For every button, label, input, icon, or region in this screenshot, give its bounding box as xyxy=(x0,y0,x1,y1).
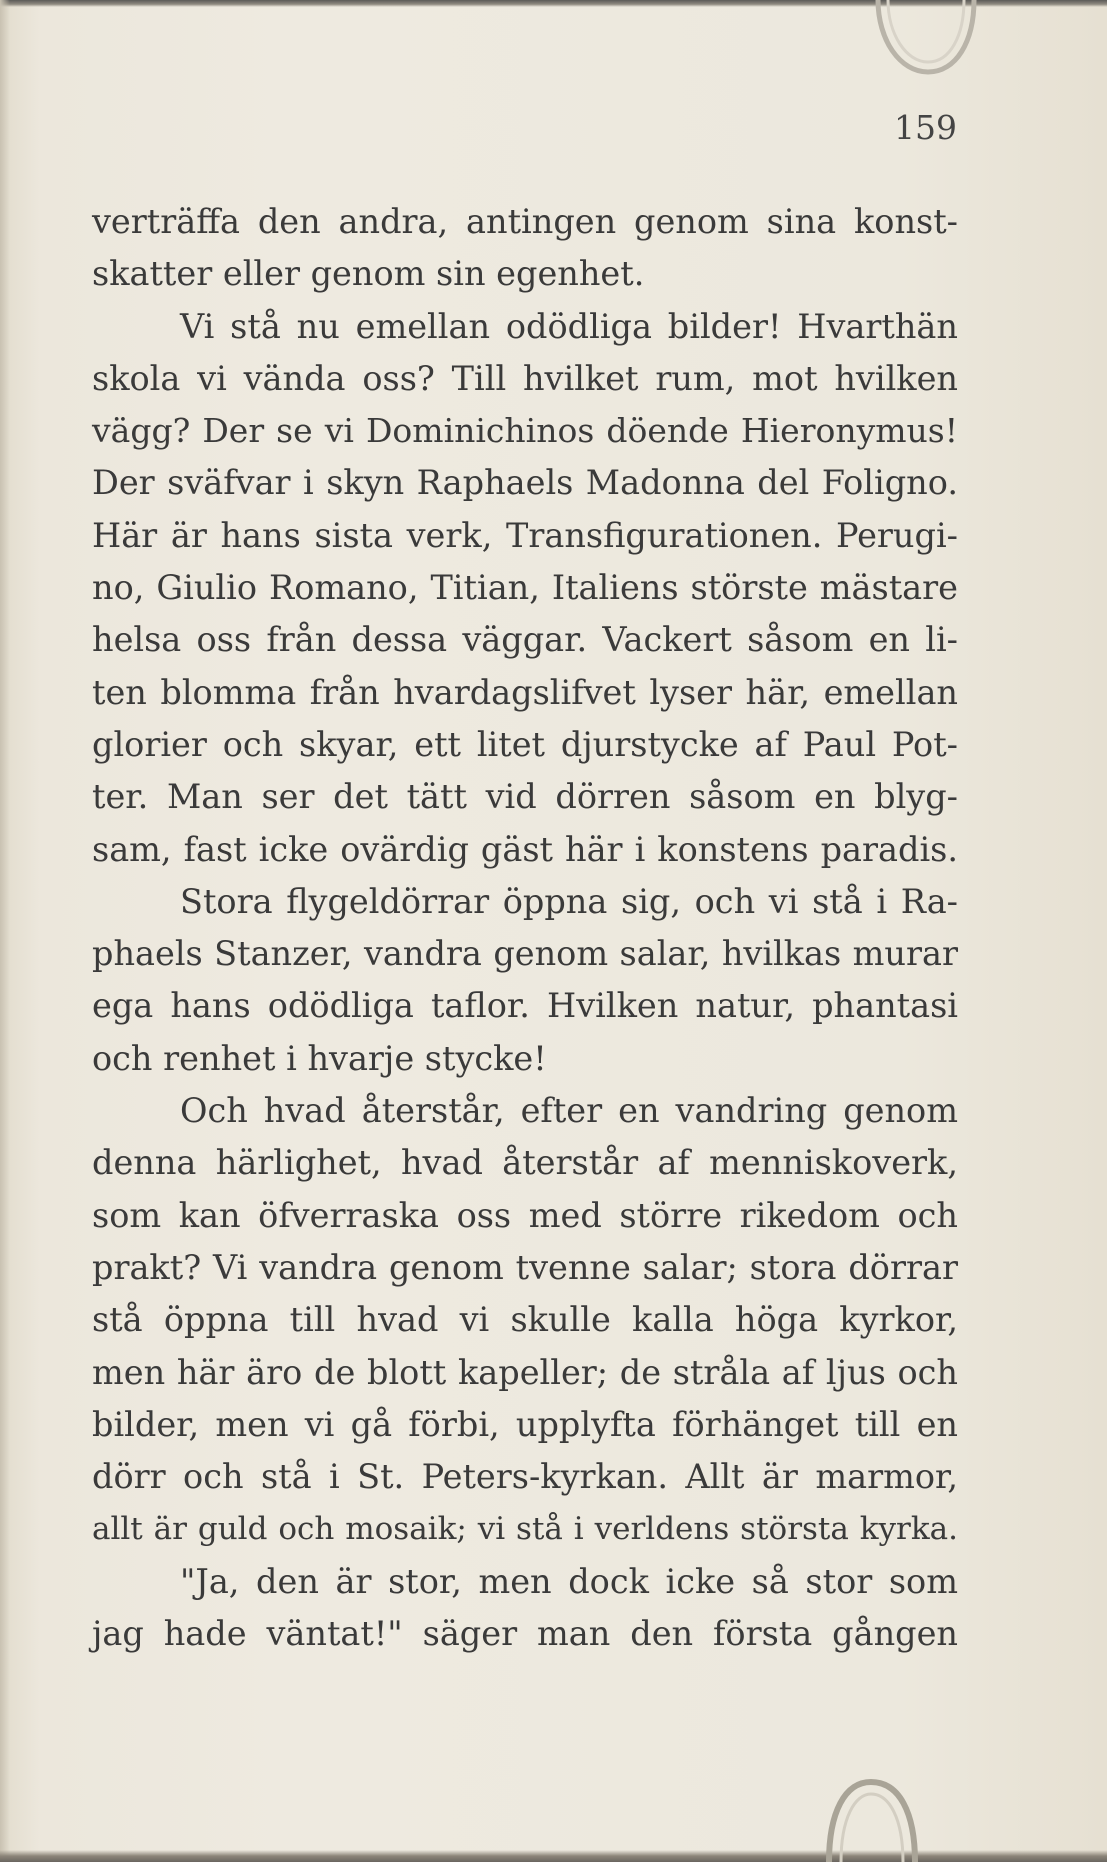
bottom-edge-shadow xyxy=(0,1850,1107,1862)
text-line: no, Giulio Romano, Titian, Italiens störste mästare xyxy=(92,568,958,608)
text-line: Vi stå nu emellan odödliga bilder! Hvarthän xyxy=(180,306,958,346)
text-line: jag hade väntat!" säger man den första gången xyxy=(92,1614,958,1654)
paper-clip-top-icon xyxy=(870,0,990,90)
text-line: glorier och skyar, ett litet djurstycke af Paul Pot- xyxy=(92,724,958,764)
text-line: dörr och stå i St. Peters-kyrkan. Allt är marmor, xyxy=(92,1457,958,1497)
text-line: Der sväfvar i skyn Raphaels Madonna del Foligno. xyxy=(92,463,958,503)
text-line: skatter eller genom sin egenhet. xyxy=(92,254,645,294)
text-line: sam, fast icke ovärdig gäst här i konstens paradis. xyxy=(92,829,958,869)
text-line: phaels Stanzer, vandra genom salar, hvilkas murar xyxy=(92,934,958,974)
text-line: skola vi vända oss? Till hvilket rum, mot hvilken xyxy=(92,358,958,398)
text-line: prakt? Vi vandra genom tvenne salar; stora dörrar xyxy=(92,1247,958,1287)
page-number: 159 xyxy=(894,108,957,147)
text-line: ter. Man ser det tätt vid dörren såsom en blyg- xyxy=(92,777,958,817)
text-line: och renhet i hvarje stycke! xyxy=(92,1038,547,1078)
body-text xyxy=(92,196,958,1660)
text-line: som kan öfverraska oss med större rikedom och xyxy=(92,1195,958,1235)
text-line: men här äro de blott kapeller; de stråla af ljus och xyxy=(92,1352,958,1392)
binding-edge xyxy=(0,0,10,1862)
text-line: ten blomma från hvardagslifvet lyser här, emellan xyxy=(92,672,958,712)
text-line: verträffa den andra, antingen genom sina konst- xyxy=(92,202,958,241)
text-line: allt är guld och mosaik; vi stå i verldens största kyrka. xyxy=(92,1511,958,1548)
paper-clip-bottom-icon xyxy=(815,1752,935,1862)
text-line: denna härlighet, hvad återstår af menniskoverk, xyxy=(92,1143,958,1183)
text-line: bilder, men vi gå förbi, upplyfta förhänget till en xyxy=(92,1404,958,1444)
text-line: ega hans odödliga taflor. Hvilken natur, phantasi xyxy=(92,986,958,1026)
text-line: Stora flygeldörrar öppna sig, och vi stå i Ra- xyxy=(180,881,958,921)
text-line: "Ja, den är stor, men dock icke så stor som xyxy=(180,1561,958,1601)
text-line: Här är hans sista verk, Transfigurationen. Perugi- xyxy=(92,515,958,555)
text-line: helsa oss från dessa väggar. Vackert såsom en li- xyxy=(92,620,958,660)
text-line: vägg? Der se vi Dominichinos döende Hieronymus! xyxy=(92,411,958,451)
text-line: Och hvad återstår, efter en vandring genom xyxy=(180,1091,958,1131)
text-line: stå öppna till hvad vi skulle kalla höga kyrkor, xyxy=(92,1300,958,1340)
